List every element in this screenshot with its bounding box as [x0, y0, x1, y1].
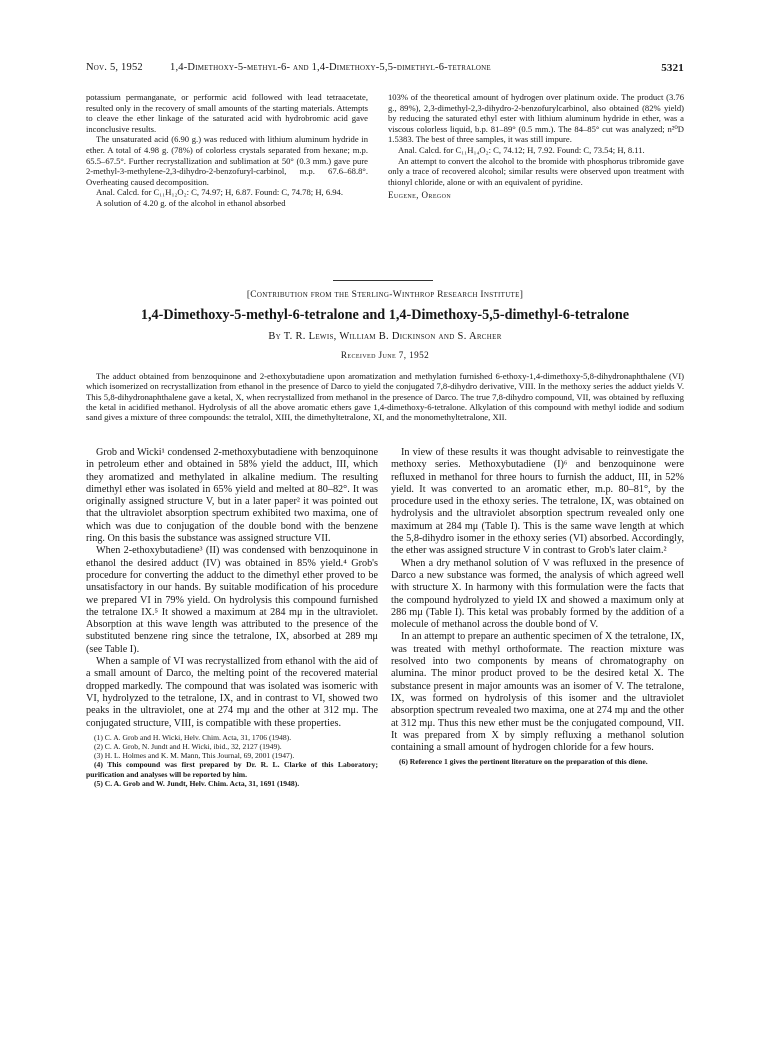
article-authors: By T. R. Lewis, William B. Dickinson and S. Archer — [268, 331, 502, 342]
paragraph: Grob and Wicki¹ condensed 2-methoxybutadiene with benzoquinone in petroleum ether and obtained in 58% yield the adduct, III, which they aromatized and methylated in alkaline medium. The resulting dimethyl ether was isolated in 65% yield and melted at 80–82°. It was originally assigned structure V, but in a later paper² it was pointed out that the ultraviolet absorption spectrum exhibited two maxima, one of which was due to conjugation of the double bond with the benzene ring. On this basis the substance was assigned structure VII. — [86, 447, 378, 545]
footnote: (6) Reference 1 gives the pertinent literature on the preparation of this diene. — [399, 757, 648, 767]
page-number: 5321 — [661, 62, 684, 74]
paragraph: potassium permanganate, or performic acid followed with lead tetraacetate, resulted only in the recovery of small amounts of the starting materials. Attempts to cleave the ether linkage of the saturated acid with hydrobromic acid gave inconclusive results. — [86, 92, 368, 134]
body-right-column — [391, 447, 684, 767]
abstract — [86, 371, 684, 422]
location-signature: Eugene, Oregon — [388, 190, 452, 201]
footnote: (5) C. A. Grob and W. Jundt, Helv. Chim. Acta, 31, 1691 (1948). — [94, 778, 300, 788]
paragraph: When 2-ethoxybutadiene³ (II) was condensed with benzoquinone in ethanol the desired adduct (IV) was obtained in 85% yield.⁴ Grob's procedure for converting the adduct to the dimethyl ether proved to be unsatisfactory in our hands. By suitable modification of his procedure we prepared VI in 79% yield. On hydrolysis this compound furnished the tetralone IX.⁵ It showed a maximum at 284 mμ in the ultraviolet. Absorption at this wave length was attributed to the presence of the substituted benzene ring since the tetralone, IX, absorbed at 289 mμ (see Table I). — [86, 545, 378, 655]
paragraph: A solution of 4.20 g. of the alcohol in ethanol absorbed — [96, 197, 286, 208]
analysis-paragraph: Anal. Calcd. for C₁₁H₁₄O₂: C, 74.12; H, 7.92. Found: C, 73.54; H, 8.11. — [398, 144, 645, 155]
body-left-column — [86, 447, 378, 788]
top-right-column — [388, 92, 684, 201]
footnotes — [391, 757, 684, 766]
footnote: (4) This compound was first prepared by Dr. R. L. Clarke of this Laboratory; purification and analyses will be reported by him. — [86, 760, 378, 779]
paragraph: In view of these results it was thought advisable to reinvestigate the methoxy series. Methoxybutadiene (I)⁶ and benzoquinone were refluxed in methanol for three hours to furnish the adduct, III, in 52% yield. It was converted to an aromatic ether, m.p. 80–81°, by the procedure used in the ethoxy series. The tetralone, IX, was obtained on hydrolysis and the ultraviolet absorption spectrum revealed only one maximum at 284 mμ (Table I). This is the same wave length at which the 5,8-dihydro isomer in the ethoxy series (VI) absorbed. Accordingly, the ether was assigned structure V in contrast to Grob's later claim.² — [391, 447, 684, 557]
footnote: (3) H. L. Holmes and K. M. Mann, This Journal, 69, 2001 (1947). — [94, 751, 295, 761]
paragraph: When a dry methanol solution of V was refluxed in the presence of Darco a new substance was formed, the analysis of which agreed well with structure X. In harmony with this formulation were the facts that the compound hydrolyzed to yield IX and showed a maximum only at 286 mμ (Table I). This ketal was probably formed by the addition of a molecule of methanol across the double bond of V. — [391, 557, 684, 631]
footnote: (1) C. A. Grob and H. Wicki, Helv. Chim. Acta, 31, 1706 (1948). — [94, 732, 292, 742]
section-divider — [333, 280, 433, 281]
header-title: 1,4-Dimethoxy-5-methyl-6- and 1,4-Dimethoxy-5,5-dimethyl-6-tetralone — [170, 62, 491, 73]
paragraph: The unsaturated acid (6.90 g.) was reduced with lithium aluminum hydride in ether. A total of 4.98 g. (78%) of colorless crystals separated from hexane; m.p. 65.5–67.5°. Further recrystallization and sublimation at 50° (0.3 mm.) gave pure 2-methyl-3-methylene-2,3-dihydro-2-benzofuryl-carbinol, m.p. 67.6–68.8°. Overheating caused decomposition. — [86, 134, 368, 187]
paragraph: In an attempt to prepare an authentic specimen of X the tetralone, IX, was treated with methyl orthoformate. The reaction mixture was resolved into two components by means of chromatography on alumina. The minor product proved to be the desired ketal X. The substance present in major amounts was an isomer of V. The tetralone, IX, was formed on hydrolysis of this isomer and the ultraviolet absorption spectrum revealed two maxima, one at 274 mμ and the other at 312 mμ. Thus this new ether must be the conjugated compound, VII. It was prepared from X by simply refluxing a methanol solution containing a small amount of hydrogen chloride for a few hours. — [391, 631, 684, 754]
article-title: 1,4-Dimethoxy-5-methyl-6-tetralone and 1,4-Dimethoxy-5,5-dimethyl-6-tetralone — [140, 307, 630, 323]
footnote: (2) C. A. Grob, N. Jundt and H. Wicki, ibid., 32, 2127 (1949). — [94, 742, 282, 752]
analysis-paragraph: Anal. Calcd. for C₁₁H₁₂O₂: C, 74.97; H, 6.87. Found: C, 74.78; H, 6.94. — [96, 187, 344, 198]
paragraph: When a sample of VI was recrystallized from ethanol with the aid of a small amount of Darco, the melting point of the recovered material dropped markedly. The compound that was isolated was isomeric with VI, hydrolyzed to the tetralone, IX, and in contrast to VI, showed two peaks in the ultraviolet, one at 274 mμ and the other at 312 mμ. The conjugated structure, VIII, is compatible with these properties. — [86, 656, 378, 729]
contribution-credit: [Contribution from the Sterling-Winthrop Research Institute] — [246, 290, 524, 300]
paragraph: 103% of the theoretical amount of hydrogen over platinum oxide. The product (3.76 g., 89%), 2,3-dimethyl-2,3-dihydro-2-benzofurylcarbinol, also obtained (82% yield) by reducing the saturated ethyl ester with lithium aluminum hydride in ether, was a viscous colorless liquid, b.p. 81–89° (0.5 mm.). The 84–85° cut was analyzed; n²⁰D 1.5383. The best of three samples, it was still impure. — [388, 92, 684, 145]
paragraph: An attempt to convert the alcohol to the bromide with phosphorus tribromide gave only a trace of recovered alcohol; similar results were observed upon treatment with thionyl chloride, alone or with an equivalent of pyridine. — [388, 155, 684, 187]
top-left-column — [86, 92, 368, 209]
received-date: Received June 7, 1952 — [340, 350, 430, 360]
running-header — [86, 62, 684, 78]
footnotes — [86, 733, 378, 788]
header-date: Nov. 5, 1952 — [86, 62, 143, 73]
abstract-text: The adduct obtained from benzoquinone and 2-ethoxybutadiene upon aromatization and methylation furnished 6-ethoxy-1,4-dimethoxy-5,8-dihydronaphthalene (VI) which isomerized on recrystallization from ethanol in the presence of Darco to yield the conjugated 7,8-dihydro derivative, VIII. In the methoxy series the adduct yields V. This 5,8-dihydronaphthalene gave a ketal, X, when recrystallized from methanol in the presence of Darco. The true 7,8-dihydro compound, VII, was obtained by refluxing the ketal in acidified methanol. Hydrolysis of all the above aromatic ethers gave 1,4-dimethoxy-6-tetralone. Alkylation of this compound with methyl iodide and sodium sand gives a mixture of three compounds: the tetralol, XIII, the dimethyltetralone, XI, and the monomethyltetralone, XII. — [86, 371, 684, 423]
